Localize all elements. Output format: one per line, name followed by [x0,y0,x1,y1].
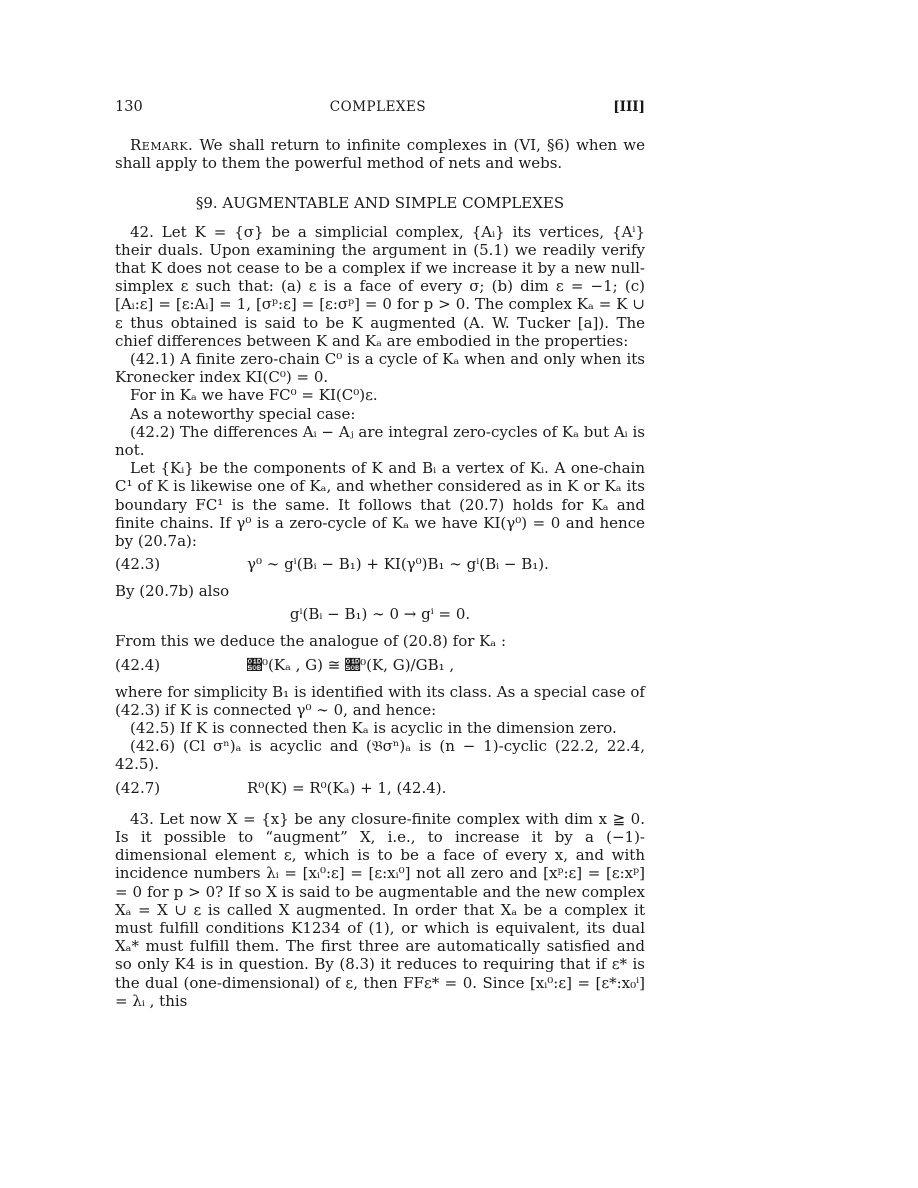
line-ka-fc: For in Kₐ we have FC⁰ = KI(C⁰)ε. [130,386,378,405]
book-page [115,98,645,1010]
line-by-20-7b: By (20.7b) also [115,582,230,601]
paragraph-let-ki: Let {Kᵢ} be the components of K and Bᵢ a vertex of Kᵢ. A one-chain C¹ of K is likewise one of Kₐ, and whether considered as in K or Kₐ its boundary FC¹ is the same. It follows that (20.7) holds for Kₐ and finite chains. If γ⁰ is a zero-cycle of Kₐ we have KI(γ⁰) = 0 and hence by (20.7a): [115,459,645,551]
paragraph-43: 43. Let now X = {x} be any closure-finite complex with dim x ≧ 0. Is it possible to “augment” X, i.e., to increase it by a (−1)-dimensional element ε, which is to be a face of every x, and with incidence numbers λᵢ = [xᵢ⁰:ε] = [ε:xᵢ⁰] not all zero and [xᵖ:ε] = [ε:xᵖ] = 0 for p > 0? If so X is said to be augmentable and the new complex Xₐ = X ∪ ε is called X augmented. In order that Xₐ be a complex it must fulfill conditions K1234 of (1), or which is equivalent, its dual Xₐ* must fulfill them. The first three are automatically satisfied and so only K4 is in question. By (8.3) it reduces to requiring that if ε* is the dual (one-dimensional) of ε, then FFε* = 0. Since [xᵢ⁰:ε] = [ε*:x₀ⁱ] = λᵢ , this [115,809,645,1010]
paragraph-where: where for simplicity B₁ is identified with its class. As a special case of (42.3) if K is connected γ⁰ ∼ 0, and hence: [115,682,645,719]
running-title: COMPLEXES [329,99,427,115]
equation-42-7 [115,779,645,801]
paragraph-42: 42. Let K = {σ} be a simplicial complex, {Aᵢ} its vertices, {Aⁱ} their duals. Upon examining the argument in (5.1) we readily verify that K does not cease to be a complex if we increase it by a new null-simplex ε such that: (a) ε is a face of every σ; (b) dim ε = −1; (c) [Aᵢ:ε] = [ε:Aᵢ] = 1, [σᵖ:ε] = [ε:σᵖ] = 0 for p > 0. The complex Kₐ = K ∪ ε thus obtained is said to be K augmented (A. W. Tucker [a]). The chief differences between K and Kₐ are embodied in the properties: [115,222,645,350]
page-number: 130 [115,99,143,115]
equation-label: (42.4) [115,655,161,674]
item-42-6: (42.6) (Cl σⁿ)ₐ is acyclic and (𝔅σⁿ)ₐ is (n − 1)-cyclic (22.2, 22.4, 42.5). [115,737,645,774]
item-42-2: (42.2) The differences Aᵢ − Aⱼ are integral zero-cycles of Kₐ but Aᵢ is not. [115,422,645,460]
equation-42-3 [115,555,645,577]
item-42-5: (42.5) If K is connected then Kₐ is acyclic in the dimension zero. [130,719,617,738]
item-42-1: (42.1) A finite zero-chain C⁰ is a cycle of Kₐ when and only when its Kronecker index KI(C⁰) = 0. [115,350,645,387]
equation-formula: 𝔋⁰(Kₐ , G) ≅ 𝔋⁰(K, G)/GB₁ , [247,655,455,674]
remark-text: We shall return to infinite complexes in (VI, §6) when we shall apply to them the powerful method of nets and webs. [115,136,645,173]
equation-formula: γ⁰ ∼ gⁱ(Bᵢ − B₁) + KI(γ⁰)B₁ ∼ gⁱ(Bᵢ − B₁). [247,555,549,574]
equation-label: (42.7) [115,778,161,797]
equation-42-4 [115,656,645,678]
chapter-marker: [III] [613,99,645,115]
running-header [115,98,645,122]
equation-formula: gⁱ(Bᵢ − B₁) ∼ 0 → gⁱ = 0. [289,605,471,624]
remark-paragraph [115,136,645,172]
line-special-case: As a noteworthy special case: [130,404,356,423]
equation-label: (42.3) [115,555,161,574]
equation-formula: R⁰(K) = R⁰(Kₐ) + 1, (42.4). [247,778,447,797]
remark-lead: Remark. [130,136,194,154]
section-heading: §9. AUGMENTABLE AND SIMPLE COMPLEXES [195,194,565,213]
equation-implies [115,605,645,627]
line-deduce: From this we deduce the analogue of (20.8) for Kₐ : [115,632,506,651]
